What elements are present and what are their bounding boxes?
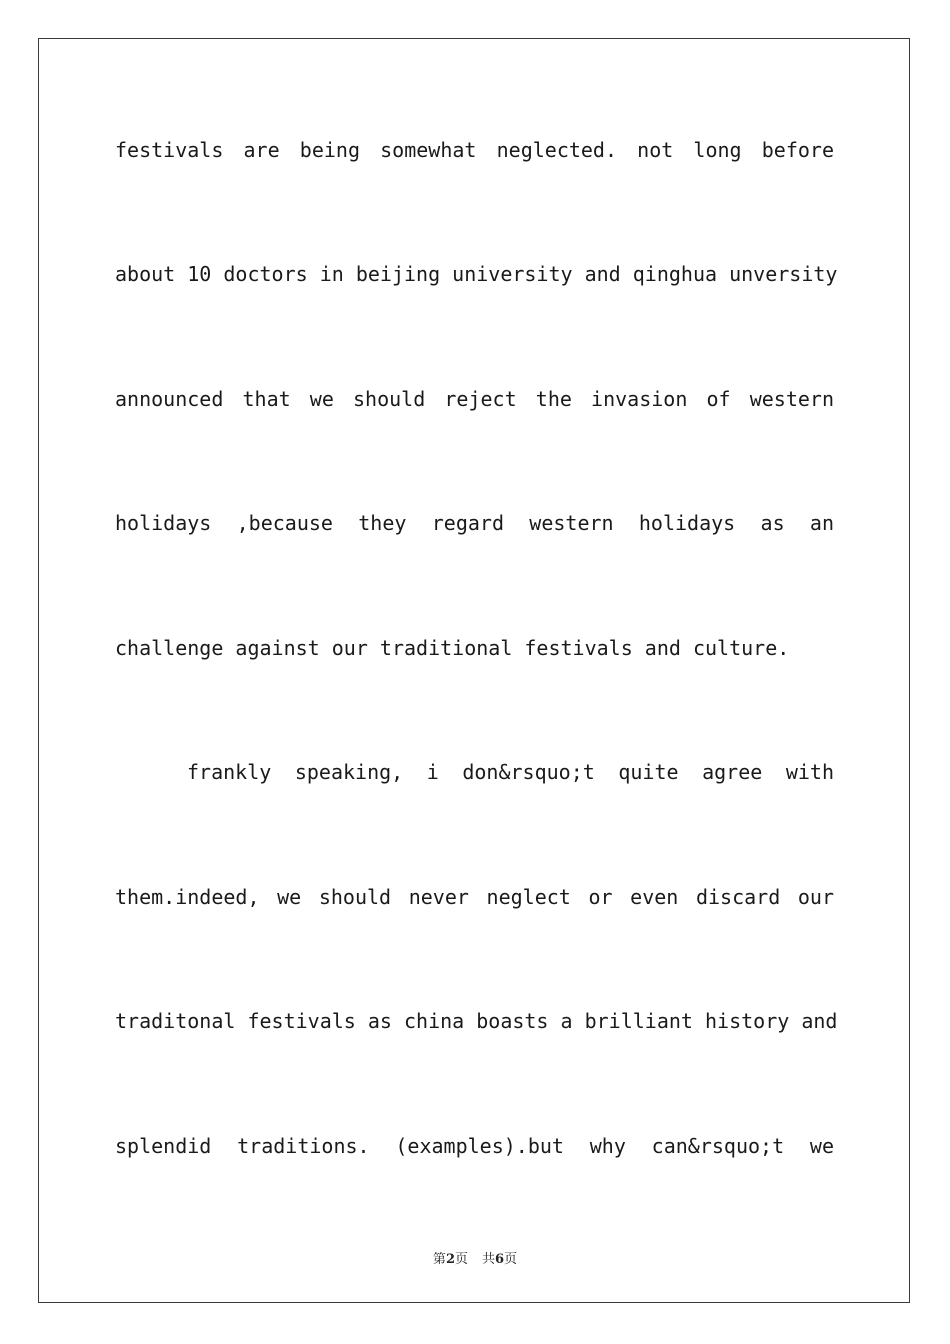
body-text-line: them.indeed, we should never neglect or even discard our xyxy=(115,885,834,909)
body-text-line: challenge against our traditional festivals and culture. xyxy=(115,636,790,660)
total-suffix: 页 xyxy=(504,1252,518,1267)
body-text-line: holidays ,because they regard western holidays as an xyxy=(115,511,834,535)
body-text-line: festivals are being somewhat neglected. not long before xyxy=(115,138,834,162)
page-prefix: 第 xyxy=(432,1252,446,1267)
body-text-line: about 10 doctors in beijing university and qinghua unversity xyxy=(115,262,838,286)
body-text-line: splendid traditions. (examples).but why can&rsquo;t we xyxy=(115,1134,834,1158)
page-number: 2 xyxy=(445,1252,455,1267)
page-footer xyxy=(0,1248,950,1267)
page-border xyxy=(38,38,910,1303)
body-text-line: announced that we should reject the invasion of western xyxy=(115,387,834,411)
body-text-line: frankly speaking, i don&rsquo;t quite agree with xyxy=(187,760,834,784)
page-suffix: 页 xyxy=(454,1252,468,1267)
total-pages: 6 xyxy=(495,1252,505,1267)
body-text-line: traditonal festivals as china boasts a brilliant history and xyxy=(115,1009,838,1033)
total-prefix: 共 xyxy=(482,1252,496,1267)
